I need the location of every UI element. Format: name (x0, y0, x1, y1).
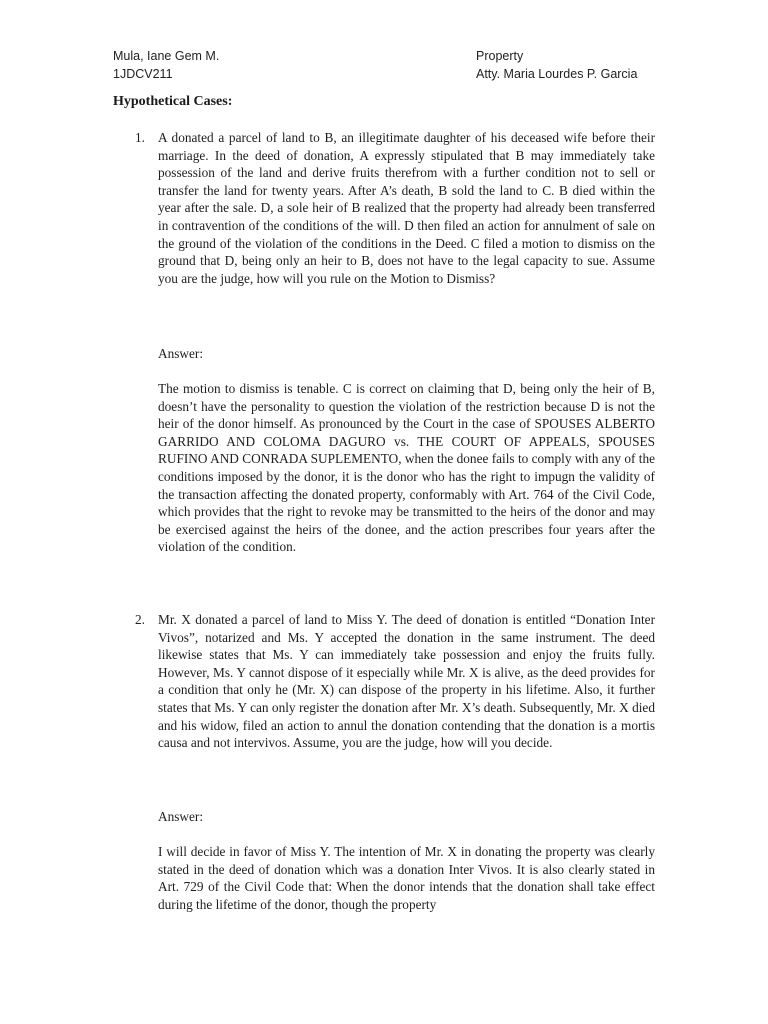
student-section: 1JDCV211 (113, 67, 173, 81)
case-question: Mr. X donated a parcel of land to Miss Y. The deed of donation is entitled “Donation Inter Vivos”, notarized and Ms. Y accepted the donation in the same instrument. The deed likewise states that Ms. Y can immediately take possession and enjoy the fruits fully. However, Ms. Y cannot dispose of it especially while Mr. X is alive, as the deed provides for a condition that only he (Mr. X) can dispose of the property in his lifetime. Also, it further states that Ms. Y can only register the donation after Mr. X’s death. Subsequently, Mr. X died and his widow, filed an action to annul the donation contending that the donation is a mortis causa and not intervivos. Assume, you are the judge, how will you decide. (158, 612, 655, 751)
case-question: A donated a parcel of land to B, an illegitimate daughter of his deceased wife before their marriage. In the deed of donation, A expressly stipulated that B may immediately take possession of the land and derive fruits therefrom with a further condition not to sell or transfer the land for twenty years. After A’s death, B sold the land to C. B died within the year after the sale. D, a sole heir of B realized that the property had already been transferred in contravention of the conditions of the will. D then filed an action for annulment of sale on the ground of the violation of the conditions in the Deed. C filed a motion to dismiss on the ground that D, being only an heir to B, does not have to the legal capacity to sue. Assume you are the judge, how will you rule on the Motion to Dismiss? (158, 130, 655, 286)
case-answer: The motion to dismiss is tenable. C is correct on claiming that D, being only the heir of B, doesn’t have the personality to question the violation of the restriction because D is not the heir of the donor himself. As pronounced by the Court in the case of SPOUSES ALBERTO GARRIDO AND COLOMA DAGURO vs. THE COURT OF APPEALS, SPOUSES RUFINO AND CONRADA SUPLEMENTO, when the donee fails to comply with any of the conditions imposed by the donor, it is the donor who has the right to impugn the validity of the transaction affecting the donated property, conformably with Art. 764 of the Civil Code, which provides that the right to revoke may be transmitted to the heirs of the donor and may be exercised against the heirs of the donee, and the action prescribes four years after the violation of the condition. (158, 381, 655, 555)
case-answer: I will decide in favor of Miss Y. The intention of Mr. X in donating the property was clearly stated in the deed of donation which was a donation Inter Vivos. It is also clearly stated in Art. 729 of the Civil Code that: When the donor intends that the donation shall take effect during the lifetime of the donor, though the property (158, 844, 655, 912)
case-number: 1. (135, 130, 145, 145)
student-info (113, 47, 219, 83)
answer-label: Answer: (158, 809, 204, 824)
course-info (476, 47, 637, 83)
case-number: 2. (135, 612, 145, 627)
answer-label: Answer: (158, 346, 204, 361)
page-title: Hypothetical Cases: (113, 94, 233, 109)
course-subject: Property (476, 49, 524, 63)
course-instructor: Atty. Maria Lourdes P. Garcia (476, 67, 638, 81)
student-name: Mula, Iane Gem M. (113, 49, 220, 63)
